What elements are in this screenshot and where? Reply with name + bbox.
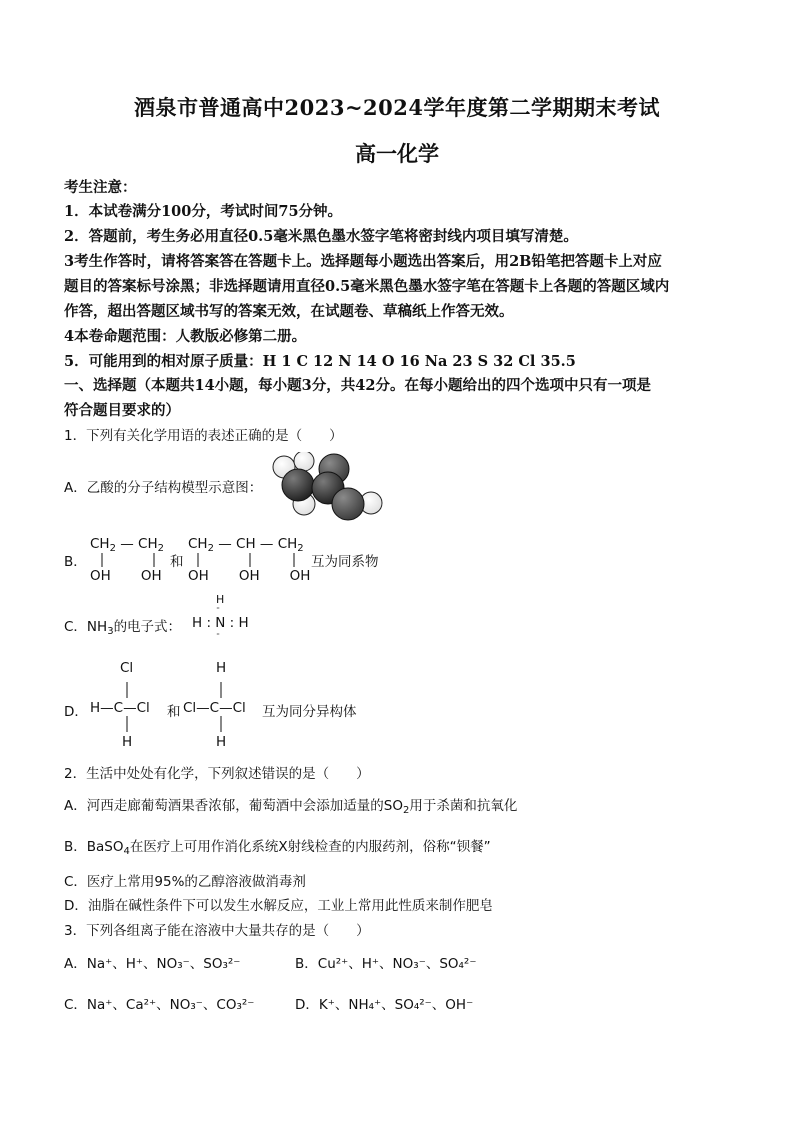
section-heading-cont: 符合题目要求的） bbox=[64, 402, 180, 419]
q1-d-and: 和 bbox=[167, 704, 181, 720]
q1-b-bonds bbox=[94, 551, 324, 569]
q1-option-a: A．乙酸的分子结构模型示意图： bbox=[64, 480, 263, 496]
q3-option-b: B．Cu²⁺、H⁺、NO₃⁻、SO₄²⁻ bbox=[295, 956, 477, 972]
acetic-acid-model-image bbox=[268, 452, 388, 522]
section-heading: 一、选择题（本题共14小题，每小题3分，共42分。在每小题给出的四个选项中只有一项是 bbox=[64, 377, 651, 394]
q1-d-h-top: H bbox=[216, 660, 227, 676]
q1-d-h-bottom-2: H bbox=[216, 734, 227, 750]
notice-heading: 考生注意： bbox=[64, 179, 137, 196]
q1-d-formula-2: Cl—C—Cl bbox=[183, 700, 246, 716]
q1-d-cl-top: Cl bbox=[120, 660, 134, 676]
q1-option-d-label: D． bbox=[64, 704, 88, 720]
q1-option-b-label: B． bbox=[64, 554, 87, 570]
q1-b-molecule-2-bottom: OH OH OH bbox=[188, 568, 311, 584]
q1-d-h-bottom-1: H bbox=[122, 734, 133, 750]
exam-title: 酒泉市普通高中2023~2024学年度第二学期期末考试 bbox=[134, 95, 660, 120]
q3-option-c: C．Na⁺、Ca²⁺、NO₃⁻、CO₃²⁻ bbox=[64, 997, 255, 1013]
q3-option-d: D．K⁺、NH₄⁺、SO₄²⁻、OH⁻ bbox=[295, 997, 474, 1013]
q1-b-molecule-1-bottom: OH OH bbox=[90, 568, 162, 584]
q1-c-dots-bottom: ·· bbox=[216, 630, 220, 639]
q1-b-molecule-2-top: $CH_2$ — CH — $CH_2$ bbox=[188, 536, 304, 554]
q1-b-and: 和 bbox=[170, 554, 184, 570]
q3-stem: 3．下列各组离子能在溶液中大量共存的是（ ） bbox=[64, 923, 370, 939]
q1-c-electron-formula: H : N : H bbox=[192, 615, 249, 631]
notice-item-3: 3考生作答时，请将答案答在答题卡上。选择题每小题选出答案后，用2B铅笔把答题卡上对应 bbox=[64, 253, 662, 270]
q1-option-d-text: 互为同分异构体 bbox=[262, 704, 357, 720]
q1-stem: 1．下列有关化学用语的表述正确的是（ ） bbox=[64, 428, 343, 444]
q1-c-h-top: H bbox=[216, 593, 225, 606]
q2-option-a: A．河西走廊葡萄酒果香浓郁，葡萄酒中会添加适量的$SO_2$用于杀菌和抗氧化 bbox=[64, 798, 518, 816]
notice-item-4: 4本卷命题范围：人教版必修第二册。 bbox=[64, 328, 307, 345]
q2-option-b: B．BaSO$_4$在医疗上可用作消化系统X射线检查的内服药剂，俗称“钡餐” bbox=[64, 839, 491, 857]
q1-d-formula-1: H—C—Cl bbox=[90, 700, 150, 716]
notice-item-5: 5．可能用到的相对原子质量：H 1 C 12 N 14 O 16 Na 23 S 32 Cl 35.5 bbox=[64, 353, 576, 370]
exam-subject: 高一化学 bbox=[355, 141, 439, 166]
q3-option-a: A．Na⁺、H⁺、NO₃⁻、SO₃²⁻ bbox=[64, 956, 241, 972]
q2-stem: 2．生活中处处有化学，下列叙述错误的是（ ） bbox=[64, 766, 370, 782]
q2-option-d: D．油脂在碱性条件下可以发生水解反应，工业上常用此性质来制作肥皂 bbox=[64, 898, 493, 914]
notice-item-1: 1．本试卷满分100分，考试时间75分钟。 bbox=[64, 203, 343, 220]
q1-option-b-text: 互为同系物 bbox=[311, 554, 379, 570]
q2-option-c: C．医疗上常用95%的乙醇溶液做消毒剂 bbox=[64, 874, 306, 890]
q1-d-bonds bbox=[120, 678, 240, 736]
notice-item-2: 2．答题前，考生务必用直径0.5毫米黑色墨水签字笔将密封线内项目填写清楚。 bbox=[64, 228, 578, 245]
q1-b-molecule-1-top: $CH_2$ — $CH_2$ bbox=[90, 536, 164, 554]
notice-item-3-cont2: 作答，超出答题区域书写的答案无效，在试题卷、草稿纸上作答无效。 bbox=[64, 303, 514, 320]
q1-c-dots-top: ·· bbox=[216, 604, 220, 613]
notice-item-3-cont: 题目的答案标号涂黑；非选择题请用直径0.5毫米黑色墨水签字笔在答题卡上各题的答题区域内 bbox=[64, 278, 670, 295]
q1-option-c: C．$NH_3$的电子式： bbox=[64, 619, 182, 637]
